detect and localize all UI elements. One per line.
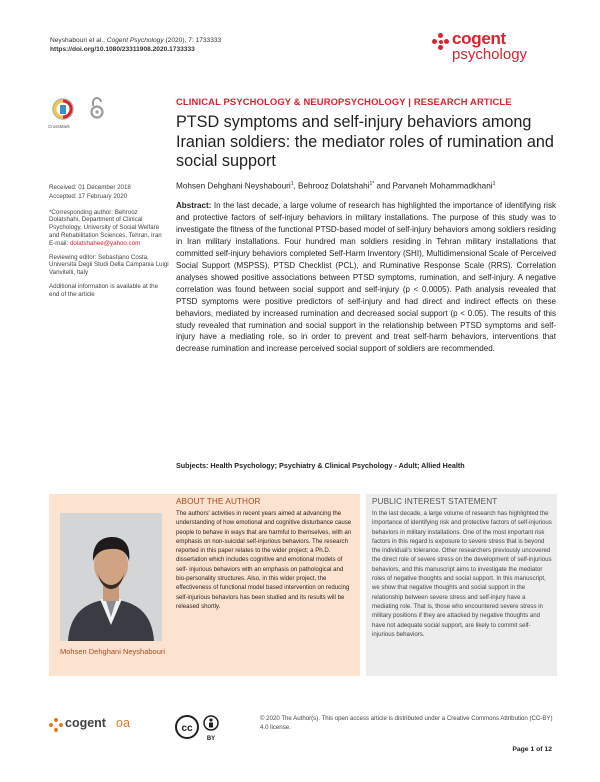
author-separator: and	[374, 181, 393, 191]
abstract-text: In the last decade, a large volume of research has highlighted the importance of identifying risk and protective factors of self-injury behaviors in military installations. The purpose of this study was to investigate the fitness of the functional PTSD-based model of self-injury behaviors among soldiers residing in Iran military installations. Four hundred man soldiers residing in Tehran military installations that committed self-injury behaviors completed Self-Harm Inventory (SHI), Multidimensional Scale of Perceived Social Support (MSPSS), PTSD Checklist (PCL), and Ruminative Response Scale (RRS). Correlation analyses showed positive associations between PTSD symptoms, rumination, and self-injury. A negative correlation was found between social support and self-injury (p < 0.0005). Path analysis revealed that PTSD symptoms were positive predictors of self-injury and had direct and indirect effects on these behaviors, mediated by increased rumination and decreased social support (p < 0.05). The results of this study revealed that rumination and social support in the relationship between PTSD symptoms and self-injury have a mediating role, so in order to prevent and treat self-harm behaviors, interventions that decrease rumination and increase perceived social support of soldiers are recommended.	[176, 201, 556, 354]
cogent-oa-dots-icon	[49, 718, 63, 732]
accepted-date: Accepted: 17 February 2020	[49, 192, 128, 200]
corresponding-email-line	[49, 240, 169, 248]
author-affiliation: 1*	[369, 181, 375, 187]
author-affiliation: 1	[290, 181, 294, 187]
article-category: CLINICAL PSYCHOLOGY & NEUROPSYCHOLOGY | RESEARCH ARTICLE	[176, 96, 512, 107]
abstract	[176, 200, 556, 355]
about-author-text: The authors' activities in recent years aimed at advancing the understanding of how emotional and cognitive disturbance cause people to behave in ways that are harmful to themselves, with an emphasis on non-suicidal self-injurious behaviors. The research reported in this paper relates to the wider project; a Ph.D. dissertation which includes cognitive and emotional models of self- injurious behaviors with an emphasis on pathological and bio-personality structures. Also, in this wider project, the effectiveness of functional model based intervention on reducing self-injurious behaviors has been studied and its results will be released shortly.	[176, 510, 352, 610]
author-photo-caption: Mohsen Dehghani Neyshabouri	[60, 647, 166, 656]
cogent-psychology-logo	[432, 28, 562, 62]
email-label: E-mail:	[49, 239, 70, 247]
cogent-dots-icon	[432, 33, 450, 51]
doi-link[interactable]: https://doi.org/10.1080/23311908.2020.1733333	[50, 45, 195, 53]
cogent-oa-logo	[49, 714, 159, 734]
citation-authors: Neyshabouri et al.,	[50, 37, 107, 44]
logo-word-cogent: cogent	[65, 716, 106, 730]
corresponding-author: *Corresponding author: Behrooz Dolatshahi, Department of Clinical Psychology, University of Social Welfare and Rehabilitation Sciences, Tehran, Iran	[49, 208, 162, 239]
brand-word-cogent: cogent	[452, 29, 506, 48]
author-list	[176, 181, 495, 191]
cc-label: cc	[181, 723, 193, 734]
citation-rest: (2020), 7: 1733333	[163, 37, 222, 44]
by-label: BY	[206, 736, 216, 742]
license-statement: © 2020 The Author(s). This open access article is distributed under a Creative Commons Attribution (CC-BY) 4.0 license.	[260, 715, 553, 731]
open-access-lock-icon	[90, 97, 104, 119]
crossmark-icon[interactable]	[52, 98, 74, 124]
subjects: Subjects: Health Psychology; Psychiatry & Clinical Psychology - Adult; Allied Health	[176, 461, 465, 470]
crossmark-label: CrossMark	[48, 124, 70, 129]
author-photo	[60, 513, 162, 641]
additional-info: Additional information is available at the end of the article	[49, 282, 159, 298]
about-author-heading: ABOUT THE AUTHOR	[176, 497, 261, 506]
public-interest-text: In the last decade, a large volume of research has highlighted the importance of identifying risk and protective factors of self-injurious behaviors in military installations. One of the most important risk factors in this regard is exposure to severe stress that is beyond the individual's tolerance. Other researchers previously uncovered the direct role of severe stress on the development of self-injurious behaviors, and this manuscript aims to investigate the mediator roles of negative thoughts and social support. In this manuscript, we show that negative thoughts and social support in the relationship between severe stress and self-injury have a mediating role. That is, those who encountered severe stress in military positions if they are attacked by negative thoughts and have not adequate social support, are likely to commit self-injurious behaviors.	[372, 510, 552, 638]
author-affiliation: 1	[492, 181, 496, 187]
cc-by-license-icon[interactable]	[175, 714, 223, 744]
abstract-label: Abstract:	[176, 201, 212, 210]
received-date: Received: 01 December 2018	[49, 184, 131, 191]
author-portrait-image	[60, 513, 162, 641]
public-interest-heading: PUBLIC INTEREST STATEMENT	[372, 497, 498, 506]
page-number: Page 1 of 12	[512, 746, 552, 753]
article-sidebar	[49, 184, 169, 305]
brand-word-psychology: psychology	[452, 46, 528, 63]
logo-word-oa: oa	[116, 716, 130, 730]
author-separator: ,	[293, 181, 299, 191]
citation-journal: Cogent Psychology	[106, 37, 164, 44]
citation-line	[50, 37, 221, 46]
article-title: PTSD symptoms and self-injury behaviors among Iranian soldiers: the mediator roles of rumination and social support	[176, 113, 554, 170]
author-name[interactable]: Parvaneh Mohammadkhani	[392, 181, 493, 191]
email-link[interactable]: dolatshahee@yahoo.com	[69, 239, 141, 247]
citation-block	[50, 37, 221, 54]
author-name[interactable]: Mohsen Dehghani Neyshabouri	[176, 181, 291, 191]
author-name[interactable]: Behrooz Dolatshahi	[298, 181, 370, 191]
reviewing-editor: Reviewing editor: Sebastiano Costa, Universita Degli Studi Della Campania Luigi Vanvitelli, Italy	[49, 253, 169, 277]
